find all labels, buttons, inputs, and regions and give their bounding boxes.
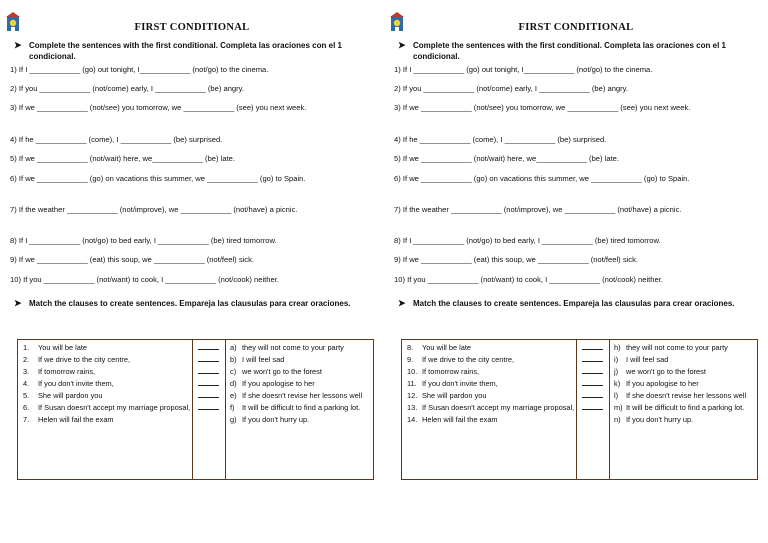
question-5: 5) If we ____________ (not/wait) here, we____________ (be) late.: [10, 154, 236, 163]
instruction-text: Complete the sentences with the first conditional. Completa las oraciones con el 1 condicional.: [29, 41, 342, 61]
answer-blank[interactable]: [577, 402, 609, 414]
clause-item: 4. If you don't invite them,: [23, 379, 114, 388]
ending-item: a) they will not come to your party: [230, 343, 344, 352]
answer-blank[interactable]: [577, 378, 609, 390]
clause-item: 12. She will pardon you: [407, 391, 487, 400]
clause-item: 1. You will be late: [23, 343, 88, 352]
question-7: 7) If the weather ____________ (not/improve), we ____________ (not/have) a picnic.: [10, 205, 298, 214]
ending-item: g) If you don't hurry up.: [230, 415, 310, 424]
question-1: 1) If I ____________ (go) out tonight, I____________ (not/go) to the cinema.: [394, 65, 653, 74]
clause-item: 9. If we drive to the city centre,: [407, 355, 515, 364]
matching-table: [17, 339, 374, 480]
instruction-complete: [14, 40, 359, 62]
clause-item: 6. If Susan doesn't accept my marriage proposal,: [23, 403, 191, 412]
arrow-bullet-icon: ➤: [14, 40, 22, 50]
question-8: 8) If I ____________ (not/go) to bed early, I ____________ (be) tired tomorrow.: [10, 236, 277, 245]
clause-item: 13. If Susan doesn't accept my marriage proposal,: [407, 403, 575, 412]
question-7: 7) If the weather ____________ (not/improve), we ____________ (not/have) a picnic.: [394, 205, 682, 214]
ending-item: n) If you don't hurry up.: [614, 415, 694, 424]
answer-blanks-column: [577, 340, 610, 479]
instruction-text: Match the clauses to create sentences. Empareja las clausulas para crear oraciones.: [413, 299, 735, 308]
clause-item: 10. If tomorrow rains,: [407, 367, 480, 376]
question-9: 9) If we ____________ (eat) this soup, we ____________ (not/feel) sick.: [10, 255, 255, 264]
instruction-match: [14, 298, 359, 309]
arrow-bullet-icon: ➤: [14, 298, 22, 308]
question-3: 3) If we ____________ (not/see) you tomorrow, we ____________ (see) you next week.: [394, 103, 691, 112]
answer-blank[interactable]: [193, 354, 225, 366]
ending-item: c) we won't go to the forest: [230, 367, 322, 376]
arrow-bullet-icon: ➤: [398, 40, 406, 50]
worksheet-right: [384, 0, 768, 543]
question-3: 3) If we ____________ (not/see) you tomorrow, we ____________ (see) you next week.: [10, 103, 307, 112]
endings-column: [610, 340, 756, 479]
answer-blank[interactable]: [577, 390, 609, 402]
clauses-column: [18, 340, 193, 479]
clause-item: 7. Helen will fail the exam: [23, 415, 114, 424]
question-2: 2) If you ____________ (not/come) early, I ____________ (be) angry.: [394, 84, 629, 93]
ending-item: m) It will be difficult to find a parking lot.: [614, 403, 745, 412]
instruction-text: Match the clauses to create sentences. Empareja las clausulas para crear oraciones.: [29, 299, 351, 308]
instruction-text: Complete the sentences with the first conditional. Completa las oraciones con el 1 condicional.: [413, 41, 726, 61]
question-4: 4) If he ____________ (come), I ____________ (be) surprised.: [10, 135, 223, 144]
ending-item: b) I will feel sad: [230, 355, 285, 364]
answer-blank[interactable]: [193, 366, 225, 378]
question-10: 10) If you ____________ (not/want) to cook, I ____________ (not/cook) neither.: [394, 275, 663, 284]
instruction-match: [398, 298, 743, 309]
answer-blank[interactable]: [577, 354, 609, 366]
ending-item: k) If you apologise to her: [614, 379, 699, 388]
endings-column: [226, 340, 372, 479]
instruction-complete: [398, 40, 743, 62]
clauses-column: [402, 340, 577, 479]
clause-item: 8. You will be late: [407, 343, 472, 352]
answer-blanks-column: [193, 340, 226, 479]
question-6: 6) If we ____________ (go) on vacations this summer, we ____________ (go) to Spain.: [10, 174, 306, 183]
page-title: FIRST CONDITIONAL: [518, 22, 634, 33]
clause-item: 11. If you don't invite them,: [407, 379, 498, 388]
question-2: 2) If you ____________ (not/come) early, I ____________ (be) angry.: [10, 84, 245, 93]
clause-item: 14. Helen will fail the exam: [407, 415, 498, 424]
matching-table: [401, 339, 758, 480]
question-4: 4) If he ____________ (come), I ____________ (be) surprised.: [394, 135, 607, 144]
clause-item: 5. She will pardon you: [23, 391, 103, 400]
ending-item: h) they will not come to your party: [614, 343, 728, 352]
clause-item: 3. If tomorrow rains,: [23, 367, 96, 376]
ending-item: f) It will be difficult to find a parking lot.: [230, 403, 361, 412]
question-1: 1) If I ____________ (go) out tonight, I____________ (not/go) to the cinema.: [10, 65, 269, 74]
clause-item: 2. If we drive to the city centre,: [23, 355, 131, 364]
answer-blank[interactable]: [577, 366, 609, 378]
arrow-bullet-icon: ➤: [398, 298, 406, 308]
question-10: 10) If you ____________ (not/want) to cook, I ____________ (not/cook) neither.: [10, 275, 279, 284]
ending-item: i) I will feel sad: [614, 355, 669, 364]
answer-blank[interactable]: [193, 390, 225, 402]
ending-item: l) If she doesn't revise her lessons well: [614, 391, 747, 400]
question-5: 5) If we ____________ (not/wait) here, we____________ (be) late.: [394, 154, 620, 163]
question-8: 8) If I ____________ (not/go) to bed early, I ____________ (be) tired tomorrow.: [394, 236, 661, 245]
question-6: 6) If we ____________ (go) on vacations this summer, we ____________ (go) to Spain.: [394, 174, 690, 183]
answer-blank[interactable]: [193, 402, 225, 414]
answer-blank[interactable]: [577, 342, 609, 354]
answer-blank[interactable]: [193, 342, 225, 354]
question-9: 9) If we ____________ (eat) this soup, we ____________ (not/feel) sick.: [394, 255, 639, 264]
ending-item: e) If she doesn't revise her lessons well: [230, 391, 363, 400]
answer-blank[interactable]: [193, 378, 225, 390]
ending-item: d) If you apologise to her: [230, 379, 315, 388]
page-title: FIRST CONDITIONAL: [134, 22, 250, 33]
ending-item: j) we won't go to the forest: [614, 367, 706, 376]
